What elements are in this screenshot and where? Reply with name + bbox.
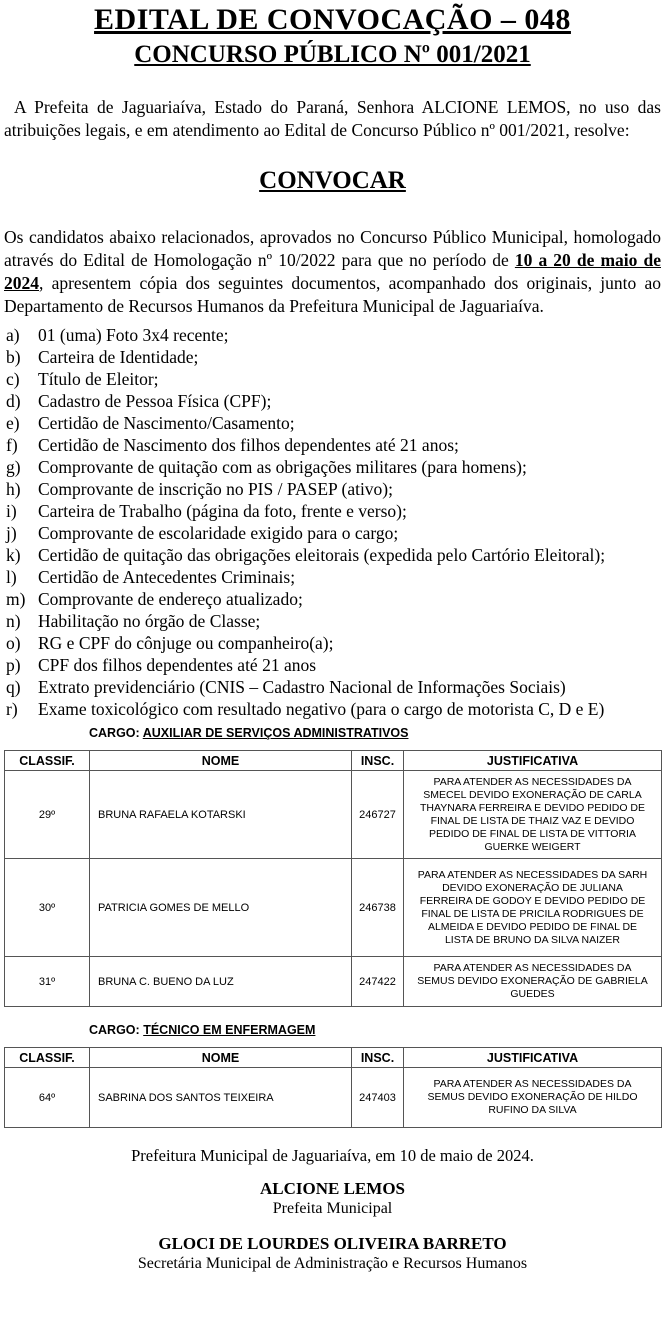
list-item <box>4 478 661 500</box>
signature-name: GLOCI DE LOURDES OLIVEIRA BARRETO <box>158 1234 507 1253</box>
signature-role: Secretária Municipal de Administração e Recursos Humanos <box>137 1255 528 1272</box>
cargo-name: TÉCNICO EM ENFERMAGEM <box>143 1023 316 1037</box>
list-item <box>4 368 661 390</box>
list-item-marker: m) <box>6 589 26 609</box>
list-item-marker: h) <box>6 479 21 499</box>
convocation-table-auxiliar <box>4 750 662 1007</box>
list-item <box>4 698 661 720</box>
list-item-text: Carteira de Trabalho (página da foto, frente e verso); <box>38 501 407 521</box>
list-item-text: Extrato previdenciário (CNIS – Cadastro Nacional de Informações Sociais) <box>38 677 566 697</box>
column-header-justificativa: JUSTIFICATIVA <box>404 1048 662 1068</box>
table-row <box>5 771 662 859</box>
column-header-justificativa: JUSTIFICATIVA <box>404 751 662 771</box>
list-item-marker: i) <box>6 501 17 521</box>
cell-insc: 246738 <box>352 859 404 957</box>
list-item-marker: j) <box>6 523 17 543</box>
list-item <box>4 456 661 478</box>
list-item-marker: p) <box>6 655 21 675</box>
list-item-text: Comprovante de inscrição no PIS / PASEP (ativo); <box>38 479 393 499</box>
cell-nome: PATRICIA GOMES DE MELLO <box>90 859 352 957</box>
cell-justificativa: PARA ATENDER AS NECESSIDADES DA SEMUS DEVIDO EXONERAÇÃO DE HILDO RUFINO DA SILVA <box>404 1068 662 1128</box>
table-row <box>5 1068 662 1128</box>
list-item <box>4 588 661 610</box>
list-item-text: 01 (uma) Foto 3x4 recente; <box>38 325 229 345</box>
list-item <box>4 610 661 632</box>
body-text-after: , apresentem cópia dos seguintes documentos, acompanhado dos originais, junto ao Departamento de Recursos Humanos da Prefeitura Municipal de Jaguariaíva. <box>4 273 661 316</box>
list-item-text: Comprovante de quitação com as obrigações militares (para homens); <box>38 457 527 477</box>
list-item <box>4 522 661 544</box>
list-item-text: Título de Eleitor; <box>38 369 159 389</box>
list-item <box>4 544 661 566</box>
cell-insc: 247422 <box>352 957 404 1007</box>
table-header-row <box>5 1048 662 1068</box>
body-paragraph <box>4 226 661 318</box>
document-title: EDITAL DE CONVOCAÇÃO – 048 <box>94 3 571 36</box>
cargo-heading-enfermagem <box>89 1023 661 1037</box>
list-item-text: Habilitação no órgão de Classe; <box>38 611 261 631</box>
cell-insc: 247403 <box>352 1068 404 1128</box>
list-item-text: Exame toxicológico com resultado negativo (para o cargo de motorista C, D e E) <box>38 699 605 719</box>
cell-classif: 30º <box>5 859 90 957</box>
cell-classif: 64º <box>5 1068 90 1128</box>
intro-paragraph: A Prefeita de Jaguariaíva, Estado do Paraná, Senhora ALCIONE LEMOS, no uso das atribuições legais, e em atendimento ao Edital de Concurso Público nº 001/2021, resolve: <box>4 97 661 140</box>
list-item <box>4 632 661 654</box>
column-header-insc: INSC. <box>352 751 404 771</box>
date-line: Prefeitura Municipal de Jaguariaíva, em 10 de maio de 2024. <box>131 1146 534 1165</box>
list-item-marker: q) <box>6 677 21 697</box>
requirements-list <box>4 324 661 720</box>
list-item <box>4 346 661 368</box>
table-row <box>5 859 662 957</box>
table-row <box>5 957 662 1007</box>
cell-justificativa: PARA ATENDER AS NECESSIDADES DA SEMUS DEVIDO EXONERAÇÃO DE GABRIELA GUEDES <box>404 957 662 1007</box>
list-item-marker: g) <box>6 457 21 477</box>
list-item-marker: d) <box>6 391 21 411</box>
signature-block-secretaria <box>4 1233 661 1274</box>
signature-name: ALCIONE LEMOS <box>260 1179 405 1198</box>
list-item <box>4 654 661 676</box>
cargo-name: AUXILIAR DE SERVIÇOS ADMINISTRATIVOS <box>142 726 409 740</box>
column-header-insc: INSC. <box>352 1048 404 1068</box>
convocation-table-enfermagem <box>4 1047 662 1128</box>
list-item <box>4 676 661 698</box>
list-item-text: CPF dos filhos dependentes até 21 anos <box>38 655 317 675</box>
list-item <box>4 390 661 412</box>
body-text-before: Os candidatos abaixo relacionados, aprovados no Concurso Público Municipal, homologado através do Edital de Homologação nº 10/2022 para que no período de <box>4 227 661 270</box>
list-item-text: Certidão de quitação das obrigações eleitorais (expedida pelo Cartório Eleitoral); <box>38 545 606 565</box>
signature-block-prefeita <box>4 1178 661 1219</box>
list-item <box>4 324 661 346</box>
list-item-marker: f) <box>6 435 18 455</box>
cargo-label: CARGO: <box>89 726 140 740</box>
list-item <box>4 566 661 588</box>
cargo-label: CARGO: <box>89 1023 140 1037</box>
list-item-marker: e) <box>6 413 20 433</box>
convocar-heading: CONVOCAR <box>259 167 406 194</box>
table-header-row <box>5 751 662 771</box>
column-header-nome: NOME <box>90 751 352 771</box>
list-item-text: Comprovante de endereço atualizado; <box>38 589 303 609</box>
cell-nome: BRUNA RAFAELA KOTARSKI <box>90 771 352 859</box>
list-item-marker: b) <box>6 347 21 367</box>
list-item-text: Carteira de Identidade; <box>38 347 199 367</box>
list-item-marker: a) <box>6 325 20 345</box>
signature-role: Prefeita Municipal <box>272 1200 393 1217</box>
column-header-classif: CLASSIF. <box>5 1048 90 1068</box>
cell-justificativa: PARA ATENDER AS NECESSIDADES DA SARH DEVIDO EXONERAÇÃO DE JULIANA FERREIRA DE GODOY E DEVIDO PEDIDO DE FINAL DE LISTA DE PRICILA RODRIGUES DE ALMEIDA E DEVIDO PEDIDO DE FINAL DE LISTA DE BRUNO DA SILVA NAIZER <box>404 859 662 957</box>
list-item-text: Comprovante de escolaridade exigido para o cargo; <box>38 523 399 543</box>
cell-insc: 246727 <box>352 771 404 859</box>
cell-classif: 31º <box>5 957 90 1007</box>
list-item-text: Cadastro de Pessoa Física (CPF); <box>38 391 272 411</box>
list-item-marker: c) <box>6 369 20 389</box>
list-item-text: Certidão de Nascimento dos filhos dependentes até 21 anos; <box>38 435 459 455</box>
list-item <box>4 500 661 522</box>
cargo-heading-auxiliar <box>89 726 661 740</box>
cell-nome: SABRINA DOS SANTOS TEIXEIRA <box>90 1068 352 1128</box>
list-item-text: Certidão de Nascimento/Casamento; <box>38 413 295 433</box>
list-item <box>4 412 661 434</box>
list-item <box>4 434 661 456</box>
list-item-marker: n) <box>6 611 21 631</box>
column-header-nome: NOME <box>90 1048 352 1068</box>
list-item-marker: r) <box>6 699 18 719</box>
cell-justificativa: PARA ATENDER AS NECESSIDADES DA SMECEL DEVIDO EXONERAÇÃO DE CARLA THAYNARA FERREIRA E DEVIDO PEDIDO DE FINAL DE LISTA DE THAIZ VAZ E DEVIDO PEDIDO DE FINAL DE LISTA DE VITTORIA GUERKE WEIGERT <box>404 771 662 859</box>
list-item-text: Certidão de Antecedentes Criminais; <box>38 567 296 587</box>
list-item-marker: o) <box>6 633 21 653</box>
body-highlight-dates: 10 a 20 de maio de 2024 <box>4 250 661 293</box>
list-item-marker: k) <box>6 545 21 565</box>
cell-classif: 29º <box>5 771 90 859</box>
list-item-marker: l) <box>6 567 17 587</box>
cell-nome: BRUNA C. BUENO DA LUZ <box>90 957 352 1007</box>
document-subtitle: CONCURSO PÚBLICO Nº 001/2021 <box>134 41 531 68</box>
column-header-classif: CLASSIF. <box>5 751 90 771</box>
list-item-text: RG e CPF do cônjuge ou companheiro(a); <box>38 633 334 653</box>
